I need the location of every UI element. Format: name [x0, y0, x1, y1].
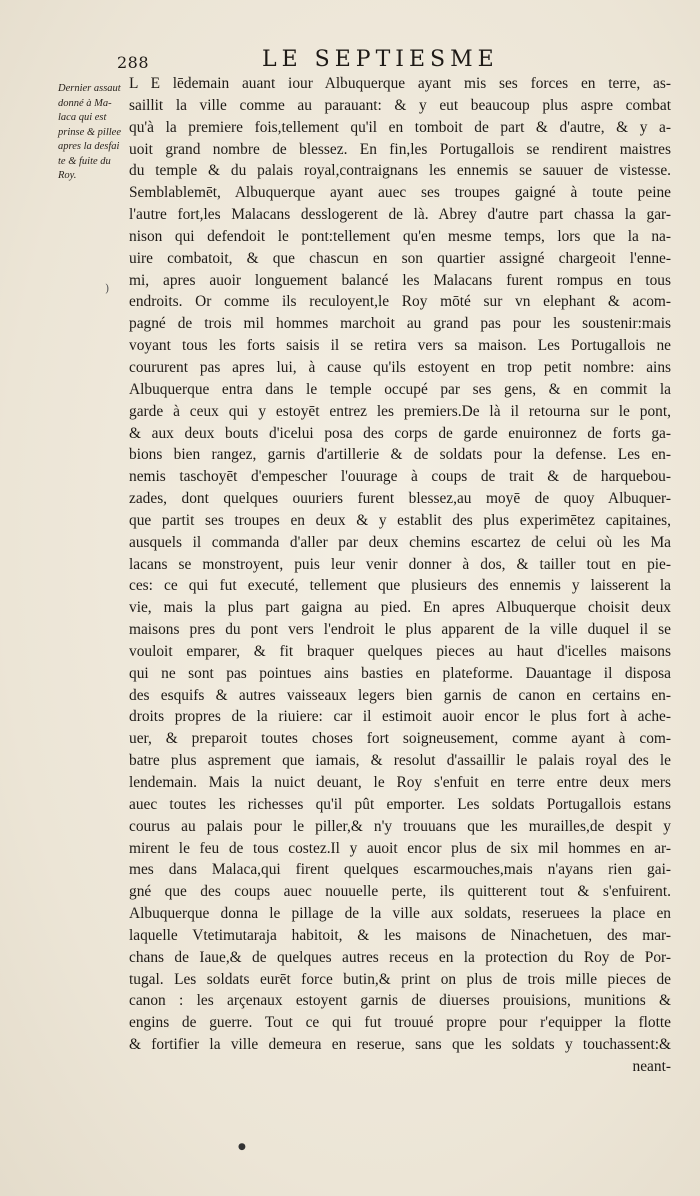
marginal-note-line: laca qui est: [58, 112, 107, 123]
text-line: des esquifs & autres vaisseaux legers bien garnis de canon en certains en-: [129, 686, 671, 704]
text-line: vouloit emparer, & fit braquer quelques pieces au haut d'icelles maisons: [129, 642, 671, 660]
text-line: pagné de trois mil hommes marchoit au grand pas pour les soustenir:mais: [129, 315, 671, 333]
text-line: laquelle Vtetimutaraja habitoit, & les maisons de Ninachetuen, des mar-: [129, 926, 671, 944]
text-line: Semblablemēt, Albuquerque ayant auec ses troupes gaigné à toute peine: [129, 184, 671, 202]
text-line: batre plus asprement que iamais, & resolut d'assaillir le palais royal des le: [129, 752, 671, 770]
text-line: droits propres de la riuiere: car il estimoit auoir encor le plus fort à ache-: [129, 708, 671, 726]
text-line: nison qui defendoit le pont:tellement qu'en mesme temps, lors que la na-: [129, 227, 671, 245]
marginal-note-line: prinse & pillee: [58, 126, 121, 138]
text-line: garde à ceux qui y estoyēt entrez les premiers.De là il retourna sur le pont,: [129, 402, 671, 420]
ink-mark: ): [105, 282, 110, 295]
text-line: bions bien rangez, garnis d'artillerie & de soldats pour la defense. Les en-: [129, 446, 671, 464]
text-line: nemis taschoyēt d'empescher l'ouurage à coups de trait & de harquebou-: [129, 468, 671, 486]
marginal-note-line: Dernier assaut: [58, 83, 121, 94]
marginal-note: [58, 82, 120, 184]
text-line: tugal. Les soldats eurēt force butin,& print on plus de trois mille pieces de: [129, 970, 671, 988]
marginal-note-line: apres la desfai: [58, 141, 120, 152]
text-line: lendemain. Mais la nuict deuant, le Roy s'enfuit en terre entre deux mers: [129, 774, 671, 791]
text-line: vie, mais la plus part gaigna au pied. En apres Albuquerque choisit deux: [129, 599, 671, 617]
marginal-note-line: te & fuite du: [58, 155, 111, 167]
text-line: coururent pas apres lui, à cause qu'ils estoyent en trop petit nombre: ains: [129, 358, 671, 376]
marginal-note-line: Roy.: [58, 170, 77, 181]
text-line: que partit ses troupes en deux & y establit des plus experimētez capitaines,: [129, 511, 671, 529]
text-line: endroits. Or comme ils reculoyent,le Roy mōté sur vn elephant & acom-: [129, 293, 671, 311]
text-line: Albuquerque donna le pillage de la ville aux soldats, reseruees la place en: [129, 905, 671, 923]
text-line: auec toutes les richesses qu'il pût emporter. Les soldats Portugallois estans: [129, 795, 671, 813]
text-line: qui ne sont pas pointues ains basties en plateforme. Dauantage il disposa: [129, 664, 671, 682]
marginal-note-line: donné à Ma-: [58, 97, 112, 109]
text-line: l'autre fort,les Malacans desslogerent de là. Abrey d'autre part chassa la gar-: [129, 206, 671, 224]
text-line: canon : les arçenaux estoyent garnis de diuerses prouisions, munitions &: [129, 992, 671, 1010]
text-line: mirent le feu de tous costez.Il y auoit encor plus de six mil hommes en ar-: [129, 839, 671, 857]
text-line: Albuquerque entra dans le temple occupé par ses gens, & en commit la: [129, 380, 671, 398]
text-line: chans de Iaue,& de quelques autres receus en la protection du Roy de Por-: [129, 948, 671, 966]
text-line: & aux deux bouts d'icelui posa des corps de garde enuironnez de forts ga-: [129, 424, 671, 442]
text-line: lacans se monstroyent, puis leur venir donner à dos, & tailler tout en pie-: [129, 555, 671, 573]
text-line: L E lēdemain auant iour Albuquerque ayant mis ses forces en terre, as-: [129, 75, 671, 92]
page-number: 288: [117, 53, 150, 72]
text-line: ces: ce qui fut executé, tellement que plusieurs des ennemis y laisserent la: [129, 577, 671, 595]
text-line: uire combatoit, & que chascun en son quartier assigné chargeoit l'enne-: [129, 249, 671, 267]
text-line: voyant tous les forts saisis il se retira vers sa maison. Les Portugallois ne: [129, 337, 671, 355]
printer-mark: ●: [238, 1142, 246, 1152]
text-line: courus au palais pour le piller,& n'y trouuans que les murailles,de despit y: [129, 817, 671, 835]
text-line: uer, & preparoit toutes choses fort soigneusement, comme ayant à com-: [129, 730, 671, 748]
running-head: LE SEPTIESME: [262, 47, 499, 72]
text-line: engins de guerre. Tout ce qui fut trouué propre pour r'equipper la flotte: [129, 1014, 671, 1032]
text-line: uoit grand nombre de blessez. En fin,les Portugallois se rendirent maistres: [129, 140, 671, 158]
text-line: gné que des coups auec nouuelle perte, ils quitterent tout & s'enfuirent.: [129, 883, 671, 901]
catchword: neant-: [632, 1057, 671, 1075]
text-line: zades, dont quelques ouuriers furent blessez,au moyē de quoy Albuquer-: [129, 490, 671, 508]
text-line: mi, apres auoir longuement balancé les Malacans furent rompus en tous: [129, 271, 671, 289]
text-line: saillit la ville comme au parauant: & y eut beaucoup plus aspre combat: [129, 96, 671, 114]
text-line: qu'à la premiere fois,tellement qu'il en tomboit de part & d'autre, & y a-: [129, 118, 671, 136]
text-line: & fortifier la ville demeura en reserue, sans que les soldats y touchassent:&: [129, 1036, 671, 1054]
body-text: [129, 73, 671, 1078]
text-line: ausquels il commanda d'aller par deux chemins escartez de celui où les Ma: [129, 533, 671, 551]
text-line: mes dans Malaca,qui firent quelques escarmouches,mais n'ayans rien gai-: [129, 861, 671, 879]
text-line: maisons pres du pont vers l'endroit le plus apparent de la ville duquel il se: [129, 621, 671, 639]
text-line: du temple & du palais royal,contraignans les ennemis se sauuer de vistesse.: [129, 162, 671, 180]
